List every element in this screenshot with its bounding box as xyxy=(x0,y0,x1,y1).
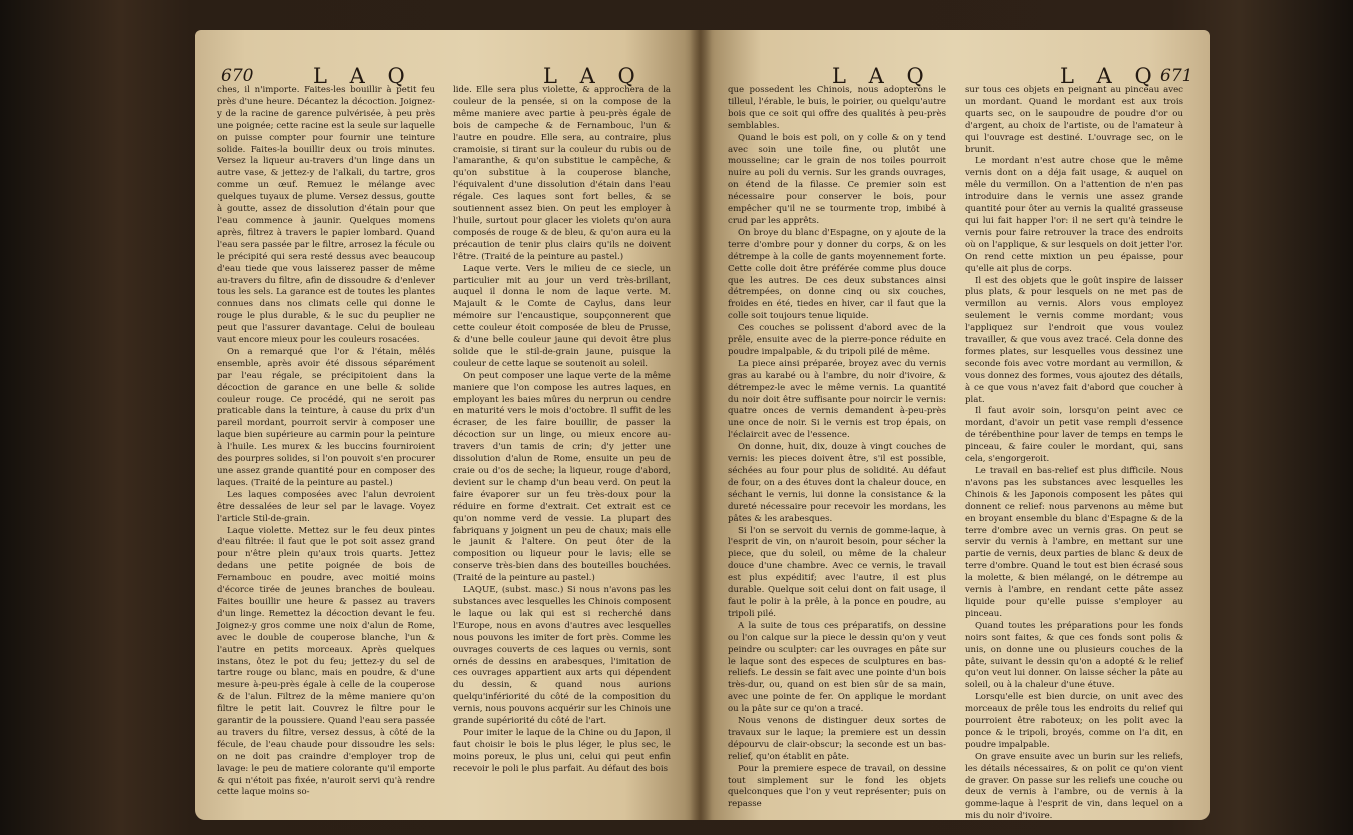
running-head-left: L A Q xyxy=(832,64,932,88)
paragraph: La piece ainsi préparée, broyez avec du vernis gras au karabé ou à l'ambre, du noir d'ivoire, & détrempez-le avec le même vernis. La quantité du noir doit être suffisante pour noircir le vernis: quatre onces de vernis demandent à-peu-près une once de noir. Si le vernis est trop épais, on l'éclaircit avec de l'essence. xyxy=(728,358,946,441)
paragraph: Si l'on se servoit du vernis de gomme-laque, à l'esprit de vin, on n'auroit besoin, pour sécher la piece, que du soleil, ou même de la chaleur douce d'une chambre. Avec ce vernis, le travail est plus expéditif; avec l'autre, il est plus durable. Quelque soit celui dont on fait usage, il faut le polir à la prêle, à la ponce en poudre, au tripoli pilé. xyxy=(728,525,946,619)
paragraph: On grave ensuite avec un burin sur les reliefs, les détails nécessaires, & on polit ce qu'on vient de graver. On passe sur les reliefs une couche ou deux de vernis à l'ambre, ou de vernis à la gomme-laque à l'esprit de vin, dans lequel on a mis du noir d'ivoire. xyxy=(965,751,1183,822)
left-page-column-2 xyxy=(453,85,671,815)
left-page xyxy=(195,30,700,820)
paragraph: lide. Elle sera plus violette, & approchera de la couleur de la pensée, si on la compose de la même maniere avec partie à peu-près égale de bois de campeche & de Fernambouc, l'un & l'autre en poudre. Elle sera, au contraire, plus cramoisie, si tirant sur la couleur du rubis ou de l'amaranthe, & qu'on substitue le campêche, & qu'on substitue à la couperose blanche, l'équivalent d'une dissolution d'étain dans l'eau régale. Ces laques sont fort belles, & se soutiennent assez bien. On peut les employer à l'huile, surtout pour glacer les violets qu'on aura composés de rouge & de bleu, & qu'on aura eu la précaution de tenir plus clairs qu'ils ne doivent l'être. (Traité de la peinture au pastel.) xyxy=(453,85,671,262)
paragraph: Ces couches se polissent d'abord avec de la prêle, ensuite avec de la pierre-ponce réduite en poudre impalpable, & du tripoli pilé de même. xyxy=(728,323,946,357)
paragraph: sur tous ces objets en peignant au pinceau avec un mordant. Quand le mordant est aux trois quarts sec, on le saupoudre de poudre d'or ou d'argent, au choix de l'artiste, ou de l'amateur à qui l'ouvrage est destiné. L'ouvrage sec, on le brunit. xyxy=(965,85,1183,155)
paragraph: LAQUE, (subst. masc.) Si nous n'avons pas les substances avec lesquelles les Chinois composent le laque ou lak qui est si recherché dans l'Europe, nous en avons d'autres avec lesquelles nous pouvons les imiter de fort près. Comme les ouvrages couverts de ces laques ou vernis, sont ornés de dessins en arabesques, l'imitation de ces ouvrages appartient aux arts qui dépendent du dessin, & quand nous aurions quelqu'infériorité du côté de la composition du vernis, nous pouvons acquérir sur les Chinois une grande supériorité du côté de l'art. xyxy=(453,585,671,727)
paragraph: Il faut avoir soin, lorsqu'on peint avec ce mordant, d'avoir un petit vase rempli d'essence de térébenthine pour laver de temps en temps le pinceau, & faire couler le mordant, qui, sans cela, s'engorgeroit. xyxy=(965,406,1183,465)
paragraph: Lorsqu'elle est bien durcie, on unit avec des morceaux de prêle tous les endroits du relief qui pourroient être raboteux; on les polit avec la ponce & le tripoli, broyés, comme on l'a dit, en poudre impalpable. xyxy=(965,692,1183,750)
right-page xyxy=(700,30,1210,820)
paragraph: Nous venons de distinguer deux sortes de travaux sur le laque; la premiere est un dessin dépourvu de clair-obscur; la seconde est un bas-relief, qu'on établit en pâte. xyxy=(728,716,946,762)
running-head-left: L A Q xyxy=(313,64,413,88)
book-gutter xyxy=(690,30,712,820)
paragraph: Le travail en bas-relief est plus difficile. Nous n'avons pas les substances avec lesquelles les Chinois & les Japonois composent les pâtes qui donnent ce relief: nous parvenons au même but en broyant ensemble du blanc d'Espagne & de la terre d'ombre avec un vernis gras. On peut se servir du vernis à l'ambre, en mettant sur une partie de vernis, deux parties de blanc & deux de terre d'ombre. Quand le tout est bien écrasé sous la molette, & bien mélangé, on le détrempe au vernis à l'ambre, en rendant cette pâte assez liquide pour qu'elle puisse s'employer au pinceau. xyxy=(965,466,1183,619)
paragraph: Quand le bois est poli, on y colle & on y tend avec soin une toile fine, ou plutôt une mousseline; car le grain de nos toiles pourroit nuire au poli du vernis. Sur les grands ouvrages, on étend de la filasse. Ce premier soin est nécessaire pour conserver le bois, pour empêcher qu'il ne se tourmente trop, imbibé à crud par les apprêts. xyxy=(728,132,946,226)
paragraph: Les laques composées avec l'alun devroient être dessalées de leur sel par le lavage. Voyez l'article Stil-de-grain. xyxy=(217,489,435,524)
paragraph: ches, il n'importe. Faites-les bouillir à petit feu près d'une heure. Décantez la décoction. Joignez-y de la racine de garence pulvérisée, à peu près une poignée; cette racine est la seule sur laquelle on puisse compter pour fournir une teinture solide. Faites-la bouillir deux ou trois minutes. Versez la liqueur au-travers d'un linge dans un autre vase, & jettez-y de l'alkali, du tartre, gros comme un œuf. Remuez le mélange avec quelques tuyaux de plume. Versez dessus, goutte à goutte, assez de dissolution d'étain pour que l'eau commence à jaunir. Quelques momens après, filtrez à travers le papier lombard. Quand l'eau sera passée par le filtre, arrosez la fécule ou le précipité qui sera resté dessus avec beaucoup d'eau tiede que vous laisserez passer de même au-travers du filtre, afin de dissoudre & d'enlever tous les sels. La garance est de toutes les plantes connues dans nos climats celle qui donne le rouge le plus durable, & le suc du peuplier ne peut que l'assurer davantage. Celui de bouleau vaut encore mieux pour les couleurs rosacées. xyxy=(217,85,435,346)
paragraph: On peut composer une laque verte de la même maniere que l'on compose les autres laques, en employant les baies mûres du nerprun ou cendre en maturité vers le mois d'octobre. Il suffit de les écraser, de les faire bouillir, de passer la décoction sur un linge, ou mieux encore au-travers d'un tamis de crin; d'y jetter une dissolution d'alun de Rome, ensuite un peu de craie ou d'os de seche; la liqueur, rouge d'abord, devient sur le champ d'un beau verd. On peut la faire évaporer sur un feu très-doux pour la réduire en forme d'extrait. Cet extrait est ce qu'on nomme verd de vessie. La plupart des fabriquans y joignent un peu de chaux; mais elle le jaunit & l'altere. On peut ôter de la composition ou liqueur pour le lavis; elle se conserve très-bien dans des bouteilles bouchées. (Traité de la peinture au pastel.) xyxy=(453,370,671,584)
page-number: 670 xyxy=(221,66,254,86)
paragraph: On a remarqué que l'or & l'étain, mêlés ensemble, après avoir été dissous séparément par l'eau régale, se précipitoient dans la décoction de garance en une belle & solide couleur rouge. Ce procédé, qui ne seroit pas praticable dans la teinture, à cause du prix d'un pareil mordant, pourroit servir à composer une laque bien supérieure au carmin pour la peinture à l'huile. Les murex & les buccins fourniroient des pourpres solides, si l'on pouvoit s'en procurer une assez grande quantité pour en composer des laques. (Traité de la peinture au pastel.) xyxy=(217,346,435,488)
paragraph: que possedent les Chinois, nous adopterons le tilleul, l'érable, le buis, le poirier, ou quelqu'autre bois que ce soit qui offre des qualités à peu-près semblables. xyxy=(728,85,946,131)
paragraph: Laque verte. Vers le milieu de ce siecle, un particulier mit au jour un verd très-brillant, auquel il donna le nom de laque verte. M. Majault & le Comte de Caylus, dans leur mémoire sur l'encaustique, soupçonnerent que cette couleur étoit composée de bleu de Prusse, & d'une belle couleur jaune qui devoit être plus solide que le stil-de-grain jaune, puisque la couleur de cette laque se soutenoit au soleil. xyxy=(453,263,671,369)
paragraph: Pour la premiere espece de travail, on dessine tout simplement sur le fond les objets quelconques que l'on y veut représenter; puis on repasse xyxy=(728,763,946,810)
left-page-column-1 xyxy=(217,85,435,815)
paragraph: On broye du blanc d'Espagne, on y ajoute de la terre d'ombre pour y donner du corps, & on les détrempe à la colle de gants moyennement forte. Cette colle doit être préférée comme plus douce que les autres. De ces deux substances ainsi détrempées, on donne cinq ou six couches, froides en été, tiedes en hiver, car il faut que la colle soit toujours tenue liquide. xyxy=(728,227,946,322)
paragraph: Pour imiter le laque de la Chine ou du Japon, il faut choisir le bois le plus léger, le plus sec, le moins poreux, le plus uni, celui qui peut enfin recevoir le poli le plus parfait. Au défaut des bois xyxy=(453,727,671,774)
right-page-column-1 xyxy=(728,85,946,815)
paragraph: Laque violette. Mettez sur le feu deux pintes d'eau filtrée: il faut que le pot soit assez grand pour n'être plein qu'aux trois quarts. Jettez dedans une petite poignée de bois de Fernambouc en poudre, avec moitié moins d'écorce tirée de jeunes branches de bouleau. Faites bouillir une heure & passez au travers d'un linge. Remettez la décoction devant le feu. Joignez-y gros comme une noix d'alun de Rome, avec le double de couperose blanche, l'un & l'autre en petits morceaux. Après quelques instans, ôtez le pot du feu; jettez-y du sel de tartre rouge ou blanc, mais en poudre, & d'une mesure à-peu-près égale à celle de la couperose & de l'alun. Filtrez de la même maniere qu'on filtre le petit lait. Couvrez le filtre pour le garantir de la poussiere. Quand l'eau sera passée au travers du filtre, versez dessus, à côté de la fécule, de l'eau chaude pour dissoudre les sels: on ne doit pas craindre d'employer trop de lavage: le peu de matiere colorante qu'il emporte & qui n'étoit pas fixée, n'auroit servi qu'à rendre cette laque moins so- xyxy=(217,525,435,798)
page-number: 671 xyxy=(1160,66,1193,86)
paragraph: On donne, huit, dix, douze à vingt couches de vernis: les pieces doivent être, s'il est possible, séchées au four pour plus de solidité. Au défaut de four, on a des étuves dont la chaleur douce, en séchant le vernis, lui donne la consistance & la dureté nécessaire pour recevoir les mordans, les pâtes & les arabesques. xyxy=(728,442,946,524)
paragraph: Le mordant n'est autre chose que le même vernis dont on a déja fait usage, & auquel on mêle du vermillon. On a l'attention de n'en pas introduire dans le vernis une assez grande quantité pour ôter au vernis la qualité grasseuse qui lui fait happer l'or: il ne sert qu'à teindre le vernis pour faire retrouver la trace des endroits où on l'applique, & sur lesquels on doit jetter l'or. On rend cette mixtion un peu épaisse, pour qu'elle ait plus de corps. xyxy=(965,156,1183,274)
paragraph: A la suite de tous ces préparatifs, on dessine ou l'on calque sur la piece le dessin qu'on y veut peindre ou sculpter: car les ouvrages en pâte sur le laque sont des especes de sculptures en bas-reliefs. Le dessin se fait avec une pointe d'un bois très-dur, ou, quand on est bien sûr de sa main, avec une pointe de fer. On applique le mordant ou la pâte sur ce qu'on a tracé. xyxy=(728,620,946,715)
running-head-right: L A Q xyxy=(1060,64,1160,88)
right-page-column-2 xyxy=(965,85,1183,822)
paragraph: Quand toutes les préparations pour les fonds noirs sont faites, & que ces fonds sont polis & unis, on donne une ou plusieurs couches de la pâte, suivant le dessin qu'on a adopté & le relief qu'on veut lui donner. On laisse sécher la pâte au soleil, ou à la chaleur d'une étuve. xyxy=(965,620,1183,691)
paragraph: Il est des objets que le goût inspire de laisser plus plats, & pour lesquels on ne met pas de vermillon au vernis. Alors vous employez seulement le vernis comme mordant; vous l'appliquez sur l'endroit que vous voulez travailler, & que vous avez tracé. Cela donne des formes plates, sur lesquelles vous dessinez une seconde fois avec votre mordant au vermillon, & vous donnez des formes, vous ajoutez des détails, à ce que vous n'avez fait d'abord que coucher à plat. xyxy=(965,275,1183,405)
running-head-right: L A Q xyxy=(543,64,643,88)
